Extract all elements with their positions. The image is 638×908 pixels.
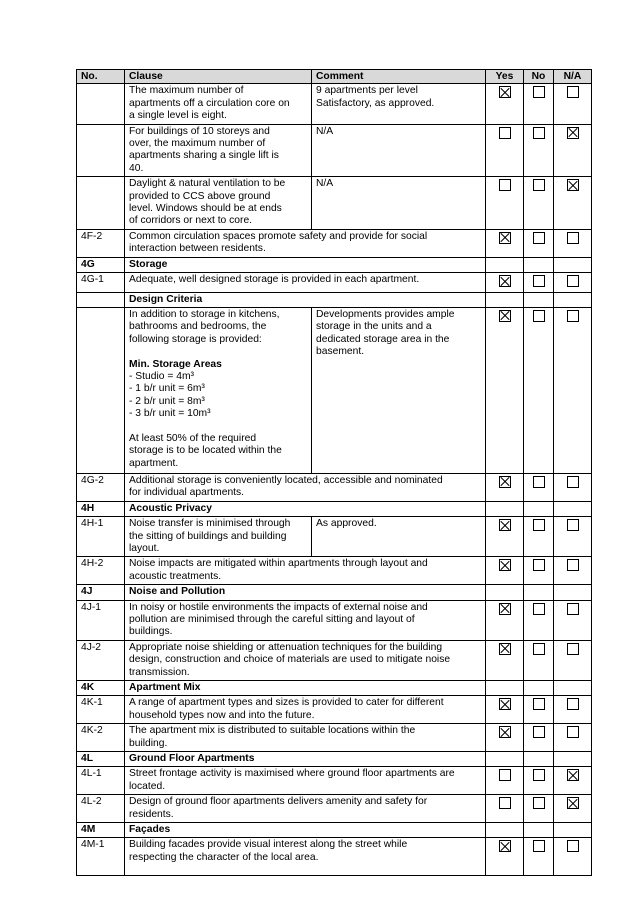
no-cell xyxy=(524,696,554,724)
na-cell xyxy=(554,273,592,292)
table-row xyxy=(77,585,592,600)
yes-checkbox[interactable] xyxy=(499,476,511,488)
table-row xyxy=(77,124,592,177)
no-cell xyxy=(524,752,554,767)
table-row xyxy=(77,557,592,585)
section-title: Storage xyxy=(125,257,486,272)
clause-text: Noise impacts are mitigated within apartments through layout and acoustic treatments. xyxy=(125,557,486,585)
na-checkbox[interactable] xyxy=(567,643,579,655)
na-cell xyxy=(554,307,592,473)
yes-checkbox[interactable] xyxy=(499,275,511,287)
yes-checkbox[interactable] xyxy=(499,179,511,191)
na-checkbox[interactable] xyxy=(567,232,579,244)
table-row xyxy=(77,600,592,640)
no-cell xyxy=(524,838,554,876)
yes-cell xyxy=(486,124,524,177)
storage-heading: Min. Storage Areas xyxy=(129,358,222,370)
na-cell xyxy=(554,823,592,838)
clause-number: 4H-2 xyxy=(77,557,125,585)
yes-cell xyxy=(486,640,524,680)
na-cell xyxy=(554,501,592,516)
yes-cell xyxy=(486,724,524,752)
yes-checkbox[interactable] xyxy=(499,603,511,615)
clause-number: 4J xyxy=(77,585,125,600)
clause-number: 4L-1 xyxy=(77,767,125,795)
no-checkbox[interactable] xyxy=(533,769,545,781)
na-cell xyxy=(554,177,592,230)
na-cell xyxy=(554,124,592,177)
table-row xyxy=(77,767,592,795)
na-cell xyxy=(554,696,592,724)
table-row xyxy=(77,696,592,724)
clause-number: 4H xyxy=(77,501,125,516)
clause-number: 4L xyxy=(77,752,125,767)
na-cell xyxy=(554,473,592,501)
no-cell xyxy=(524,292,554,307)
table-row xyxy=(77,640,592,680)
clause-number xyxy=(77,84,125,124)
no-checkbox[interactable] xyxy=(533,476,545,488)
header-yes: Yes xyxy=(486,70,524,84)
clause-number: 4K-1 xyxy=(77,696,125,724)
section-title: Façades xyxy=(125,823,486,838)
clause-number: 4F-2 xyxy=(77,229,125,257)
storage-list: - Studio = 4m³ - 1 b/r unit = 6m³ - 2 b/r unit = 8m³ - 3 b/r unit = 10m³ xyxy=(129,370,211,420)
no-checkbox[interactable] xyxy=(533,127,545,139)
yes-checkbox[interactable] xyxy=(499,310,511,322)
yes-cell xyxy=(486,795,524,823)
no-cell xyxy=(524,257,554,272)
table-row xyxy=(77,84,592,124)
no-checkbox[interactable] xyxy=(533,179,545,191)
clause-text: Additional storage is conveniently located, accessible and nominated for individual apartments. xyxy=(125,473,486,501)
na-cell xyxy=(554,257,592,272)
table-row xyxy=(77,307,592,473)
header-no: No. xyxy=(77,70,125,84)
na-cell xyxy=(554,600,592,640)
na-checkbox[interactable] xyxy=(567,476,579,488)
header-no-col: No xyxy=(524,70,554,84)
clause-number xyxy=(77,124,125,177)
na-cell xyxy=(554,795,592,823)
yes-checkbox[interactable] xyxy=(499,559,511,571)
yes-checkbox[interactable] xyxy=(499,769,511,781)
no-cell xyxy=(524,724,554,752)
clause-number: 4H-1 xyxy=(77,517,125,557)
no-cell xyxy=(524,681,554,696)
no-checkbox[interactable] xyxy=(533,797,545,809)
yes-cell xyxy=(486,752,524,767)
no-cell xyxy=(524,501,554,516)
yes-cell xyxy=(486,257,524,272)
na-cell xyxy=(554,681,592,696)
table-row xyxy=(77,724,592,752)
yes-cell xyxy=(486,517,524,557)
clause-number: 4G-1 xyxy=(77,273,125,292)
yes-cell xyxy=(486,838,524,876)
clause-text: Adequate, well designed storage is provided in each apartment. xyxy=(125,273,486,292)
na-checkbox[interactable] xyxy=(567,797,579,809)
na-cell xyxy=(554,640,592,680)
na-checkbox[interactable] xyxy=(567,179,579,191)
clause-number: 4J-1 xyxy=(77,600,125,640)
yes-checkbox[interactable] xyxy=(499,726,511,738)
clause-number: 4G-2 xyxy=(77,473,125,501)
header-na: N/A xyxy=(554,70,592,84)
no-cell xyxy=(524,640,554,680)
table-row xyxy=(77,273,592,292)
no-checkbox[interactable] xyxy=(533,840,545,852)
na-checkbox[interactable] xyxy=(567,310,579,322)
na-cell xyxy=(554,517,592,557)
clause-intro: In addition to storage in kitchens, bathrooms and bedrooms, the following storage is provided: xyxy=(129,308,280,345)
clause-number xyxy=(77,307,125,473)
na-cell xyxy=(554,229,592,257)
yes-cell xyxy=(486,292,524,307)
na-checkbox[interactable] xyxy=(567,275,579,287)
header-clause: Clause xyxy=(125,70,312,84)
na-checkbox[interactable] xyxy=(567,769,579,781)
clause-number: 4J-2 xyxy=(77,640,125,680)
comment-text: N/A xyxy=(312,177,486,230)
no-checkbox[interactable] xyxy=(533,519,545,531)
clause-number: 4G xyxy=(77,257,125,272)
na-cell xyxy=(554,767,592,795)
no-checkbox[interactable] xyxy=(533,603,545,615)
clause-number: 4L-2 xyxy=(77,795,125,823)
clause-text: Design of ground floor apartments delivers amenity and safety for residents. xyxy=(125,795,486,823)
section-title: Ground Floor Apartments xyxy=(125,752,486,767)
na-checkbox[interactable] xyxy=(567,726,579,738)
clause-text: Common circulation spaces promote safety and provide for social interaction between residents. xyxy=(125,229,486,257)
na-cell xyxy=(554,292,592,307)
header-comment: Comment xyxy=(312,70,486,84)
clause-text: For buildings of 10 storeys and over, the maximum number of apartments sharing a single lift is 40. xyxy=(125,124,312,177)
table-row xyxy=(77,501,592,516)
yes-cell xyxy=(486,557,524,585)
clause-text: Street frontage activity is maximised where ground floor apartments are located. xyxy=(125,767,486,795)
yes-cell xyxy=(486,229,524,257)
table-row xyxy=(77,177,592,230)
na-checkbox[interactable] xyxy=(567,86,579,98)
no-cell xyxy=(524,177,554,230)
no-checkbox[interactable] xyxy=(533,698,545,710)
no-cell xyxy=(524,273,554,292)
clause-text: In noisy or hostile environments the impacts of external noise and pollution are minimised through the careful sitting and layout of buildings. xyxy=(125,600,486,640)
na-cell xyxy=(554,724,592,752)
table-row xyxy=(77,229,592,257)
yes-checkbox[interactable] xyxy=(499,840,511,852)
compliance-table xyxy=(76,69,592,876)
yes-checkbox[interactable] xyxy=(499,698,511,710)
yes-cell xyxy=(486,473,524,501)
yes-checkbox[interactable] xyxy=(499,86,511,98)
na-cell xyxy=(554,557,592,585)
table-row xyxy=(77,292,592,307)
yes-cell xyxy=(486,307,524,473)
no-cell xyxy=(524,823,554,838)
no-cell xyxy=(524,557,554,585)
table-row xyxy=(77,517,592,557)
yes-cell xyxy=(486,767,524,795)
clause-number: 4K xyxy=(77,681,125,696)
no-cell xyxy=(524,795,554,823)
yes-cell xyxy=(486,823,524,838)
na-cell xyxy=(554,752,592,767)
na-checkbox[interactable] xyxy=(567,559,579,571)
na-cell xyxy=(554,585,592,600)
na-checkbox[interactable] xyxy=(567,603,579,615)
no-cell xyxy=(524,307,554,473)
clause-text: Appropriate noise shielding or attenuation techniques for the building design, construction and choice of materials are used to mitigate noise transmission. xyxy=(125,640,486,680)
comment-text: Developments provides ample storage in the units and a dedicated storage area in the basement. xyxy=(312,307,486,473)
table-row xyxy=(77,473,592,501)
subheading: Design Criteria xyxy=(125,292,486,307)
table-row xyxy=(77,257,592,272)
header-row xyxy=(77,70,592,84)
no-checkbox[interactable] xyxy=(533,559,545,571)
yes-checkbox[interactable] xyxy=(499,127,511,139)
no-checkbox[interactable] xyxy=(533,726,545,738)
section-title: Noise and Pollution xyxy=(125,585,486,600)
no-cell xyxy=(524,767,554,795)
no-cell xyxy=(524,84,554,124)
yes-checkbox[interactable] xyxy=(499,797,511,809)
yes-cell xyxy=(486,585,524,600)
yes-cell xyxy=(486,84,524,124)
na-checkbox[interactable] xyxy=(567,698,579,710)
no-checkbox[interactable] xyxy=(533,86,545,98)
clause-number: 4K-2 xyxy=(77,724,125,752)
clause-number xyxy=(77,292,125,307)
table-row xyxy=(77,795,592,823)
clause-number: 4M-1 xyxy=(77,838,125,876)
no-checkbox[interactable] xyxy=(533,643,545,655)
clause-text: Daylight & natural ventilation to be provided to CCS above ground level. Windows should be at ends of corridors or next to core. xyxy=(125,177,312,230)
section-title: Acoustic Privacy xyxy=(125,501,486,516)
yes-checkbox[interactable] xyxy=(499,643,511,655)
comment-text: As approved. xyxy=(312,517,486,557)
na-checkbox[interactable] xyxy=(567,840,579,852)
comment-text: 9 apartments per level Satisfactory, as approved. xyxy=(312,84,486,124)
yes-cell xyxy=(486,501,524,516)
na-checkbox[interactable] xyxy=(567,519,579,531)
yes-cell xyxy=(486,273,524,292)
comment-text: N/A xyxy=(312,124,486,177)
yes-cell xyxy=(486,177,524,230)
no-cell xyxy=(524,124,554,177)
yes-cell xyxy=(486,696,524,724)
table-row xyxy=(77,681,592,696)
table-row xyxy=(77,823,592,838)
clause-text xyxy=(125,307,312,473)
clause-text: The apartment mix is distributed to suitable locations within the building. xyxy=(125,724,486,752)
section-title: Apartment Mix xyxy=(125,681,486,696)
no-cell xyxy=(524,473,554,501)
na-checkbox[interactable] xyxy=(567,127,579,139)
yes-cell xyxy=(486,681,524,696)
yes-checkbox[interactable] xyxy=(499,232,511,244)
table-row xyxy=(77,752,592,767)
no-cell xyxy=(524,585,554,600)
clause-text: Building facades provide visual interest along the street while respecting the character of the local area. xyxy=(125,838,486,876)
no-checkbox[interactable] xyxy=(533,275,545,287)
clause-text: The maximum number of apartments off a circulation core on a single level is eight. xyxy=(125,84,312,124)
na-cell xyxy=(554,838,592,876)
no-cell xyxy=(524,517,554,557)
yes-checkbox[interactable] xyxy=(499,519,511,531)
clause-text: A range of apartment types and sizes is provided to cater for different household types now and into the future. xyxy=(125,696,486,724)
clause-text: Noise transfer is minimised through the sitting of buildings and building layout. xyxy=(125,517,312,557)
clause-outro: At least 50% of the required storage is to be located within the apartment. xyxy=(129,432,282,469)
no-checkbox[interactable] xyxy=(533,232,545,244)
table-row xyxy=(77,838,592,876)
no-checkbox[interactable] xyxy=(533,310,545,322)
no-cell xyxy=(524,600,554,640)
no-cell xyxy=(524,229,554,257)
clause-number: 4M xyxy=(77,823,125,838)
clause-number xyxy=(77,177,125,230)
yes-cell xyxy=(486,600,524,640)
na-cell xyxy=(554,84,592,124)
